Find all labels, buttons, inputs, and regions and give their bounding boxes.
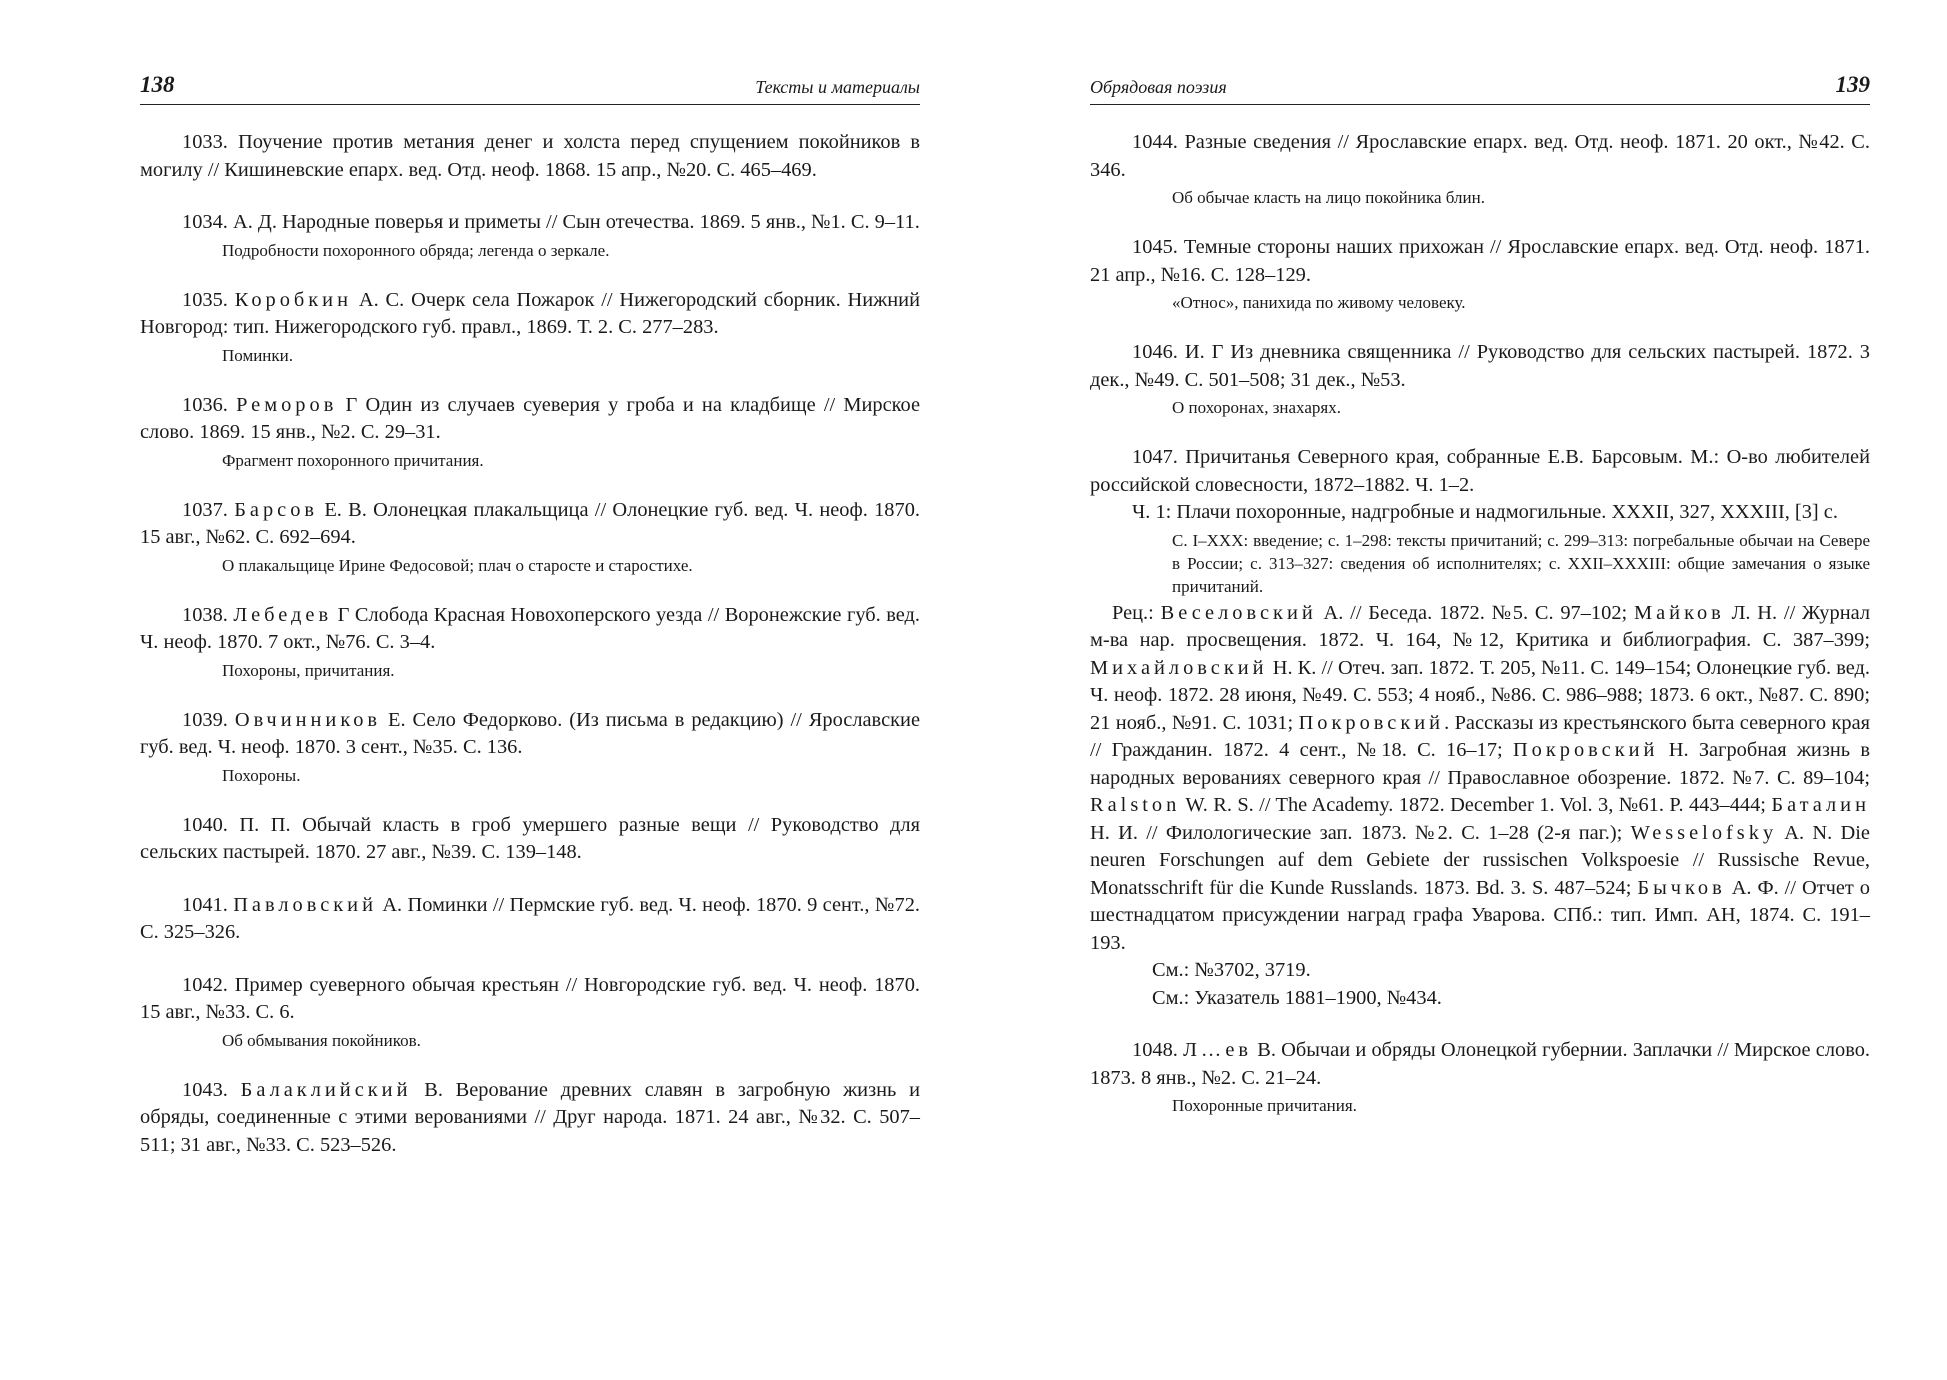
entry-text: [140, 287, 920, 342]
review-text: W. R. S. // The Academy. 1872. December 1. Vol. 3, №61. P. 443–444;: [1180, 794, 1772, 816]
entry-annotation: Поминки.: [222, 345, 294, 365]
entry-body: А. С. Очерк села Пожарок // Нижегородский сборник. Нижний Новгород: тип. Нижегородского губ. правл., 1869. Т. 2. С. 277–283.: [140, 288, 920, 338]
entry-text: [140, 129, 920, 184]
entry-text: [140, 602, 920, 657]
bibliography-entry: [1090, 1037, 1870, 1117]
bibliography-list: [1090, 129, 1870, 1117]
entry-author: Коробкин: [234, 288, 353, 311]
bibliography-entry: [140, 129, 920, 184]
entry-author: Л…ев: [1183, 1039, 1252, 1061]
reviewer-name: Михайловский: [1090, 656, 1268, 679]
entry-number: 1044.: [1132, 131, 1185, 153]
entry-annotation: Фрагмент похоронного причитания.: [222, 450, 484, 470]
right-page: [1090, 72, 1870, 1142]
entry-body: Разные сведения // Ярославские епарх. вед. Отд. неоф. 1871. 20 окт., №42. С. 346.: [1090, 131, 1870, 181]
bibliography-entry: [140, 392, 920, 472]
entry-author: Барсов: [234, 498, 319, 521]
running-head: [140, 72, 920, 105]
entry-number: 1048.: [1132, 1039, 1184, 1061]
entry-number: 1046.: [1132, 341, 1185, 363]
entry-number: 1036.: [182, 393, 237, 416]
reviewer-name: Веселовский: [1160, 601, 1317, 624]
entry-text: [140, 497, 920, 552]
entry-number: 1034.: [182, 211, 233, 233]
entry-contents-note: С. I–XXX: введение; с. 1–298: тексты причитаний; с. 299–313: погребальные обычаи на Севере в России; с. 313–327: сведения об исполнителях; с. XXII–XXXIII: общие замечания о языке причитаний.: [1172, 530, 1870, 596]
page-number: 139: [1835, 72, 1870, 97]
review-text: Рец.:: [1112, 601, 1161, 624]
bibliography-entry: [140, 707, 920, 787]
entry-annotation: Об обычае класть на лицо покойника блин.: [1172, 188, 1485, 207]
bibliography-entry: [140, 972, 920, 1052]
entry-number: 1039.: [182, 708, 235, 731]
bibliography-entry: [140, 602, 920, 682]
entry-author: Лебедев: [233, 603, 333, 626]
entry-body: Темные стороны наших прихожан // Ярославские епарх. вед. Отд. неоф. 1871. 21 апр., №16. С. 128–129.: [1090, 236, 1871, 286]
entry-body: Е. Село Федорково. (Из письма в редакцию) // Ярославские губ. вед. Ч. неоф. 1870. 3 сент., №35. С. 136.: [140, 708, 920, 758]
entry-see-also: См.: Указатель 1881–1900, №434.: [1152, 986, 1442, 1009]
entry-text: [1090, 339, 1870, 394]
entry-number: 1038.: [182, 603, 234, 626]
entry-number: 1040.: [182, 813, 240, 836]
entry-text: [140, 972, 920, 1027]
entry-body: Пример суеверного обычая крестьян // Новгородские губ. вед. Ч. неоф. 1870. 15 авг., №33. С. 6.: [140, 973, 920, 1023]
entry-number: 1045.: [1132, 236, 1184, 258]
reviewer-name: Ralston: [1090, 794, 1181, 816]
review-text: Н. И. // Филологические зап. 1873. №2. С. 1–28 (2-я паг.);: [1090, 821, 1631, 844]
entry-text: [1090, 1037, 1870, 1092]
entry-text: [1090, 129, 1870, 184]
entry-annotation: «Относ», панихида по живому человеку.: [1172, 293, 1466, 312]
entry-annotation: Об обмывания покойников.: [222, 1030, 421, 1050]
entry-body: П. П. Обычай класть в гроб умершего разные вещи // Руководство для сельских пастырей. 1870. 27 авг., №39. С. 139–148.: [140, 813, 920, 863]
entry-text: [140, 392, 920, 447]
reviewer-name: Майков: [1633, 601, 1725, 624]
review-text: A. N. Die neuren Forschungen auf dem Gebiete der russischen Volkspoesie // Russische Revue, Monatsschrift für die Kunde Russlands. 1873. Bd. 3. S. 487–524;: [1090, 821, 1870, 899]
entry-annotation: Похороны, причитания.: [222, 660, 395, 680]
bibliography-entry: [140, 209, 920, 262]
bibliography-entry: [140, 287, 920, 367]
bibliography-entry: [1090, 339, 1870, 419]
entry-annotation: Похоронные причитания.: [1172, 1096, 1357, 1115]
left-page: [140, 72, 920, 1184]
page-number: 138: [140, 72, 175, 97]
entry-annotation: О похоронах, знахарях.: [1172, 398, 1341, 417]
entry-author: Балаклийский: [240, 1078, 412, 1101]
bibliography-entry: [140, 1077, 920, 1160]
entry-body: В. Верование древних славян в загробную жизнь и обряды, соединенные с этими верованиями // Друг народа. 1871. 24 авг., №32. С. 507–511; 31 авг., №33. С. 523–526.: [140, 1078, 920, 1156]
running-title: Обрядовая поэзия: [1090, 77, 1227, 97]
bibliography-entry: [1090, 234, 1870, 314]
bibliography-entry-1047: [1090, 444, 1870, 1012]
entry-text: [140, 209, 920, 237]
entry-part: Ч. 1: Плачи похоронные, надгробные и надмогильные. XXXII, 327, XXXIII, [3] с.: [1132, 501, 1838, 523]
entry-number: 1043.: [182, 1078, 241, 1101]
entry-text: [140, 1077, 920, 1160]
entry-text: [1090, 234, 1870, 289]
review-text: Н. Загробная жизнь в народных верованиях северного края // Православное обозрение. 1872. №7. С. 89–104;: [1090, 739, 1870, 789]
entry-author: Реморов: [236, 393, 338, 416]
bibliography-list: [140, 129, 920, 1159]
bibliography-entry: [140, 497, 920, 577]
entry-text: [140, 812, 920, 867]
entry-text: [140, 892, 920, 947]
reviewer-name: Wesselofsky: [1630, 821, 1778, 844]
entry-author: Павловский: [233, 893, 377, 916]
reviewer-name: Покровский: [1298, 711, 1445, 734]
entry-body: В. Обычаи и обряды Олонецкой губернии. Заплачки // Мирское слово. 1873. 8 янв., №2. С. 21–24.: [1090, 1039, 1870, 1089]
bibliography-entry: [140, 892, 920, 947]
entry-annotation: Похороны.: [222, 765, 301, 785]
entry-body: А. Д. Народные поверья и приметы // Сын отечества. 1869. 5 янв., №1. С. 9–11.: [232, 211, 920, 233]
entry-number: 1041.: [182, 893, 234, 916]
entry-number: 1037.: [182, 498, 235, 521]
bibliography-entry: [140, 812, 920, 867]
review-text: . Рассказы из крестьянского быта северного края // Гражданин. 1872. 4 сент., №18. С. 16–17;: [1090, 711, 1870, 761]
reviewer-name: Баталин: [1771, 794, 1870, 816]
review-text: Н. К. // Отеч. зап. 1872. Т. 205, №11. С. 149–154; Олонецкие губ. вед. Ч. неоф. 1872. 28 июня, №49. С. 553; 4 нояб., №86. С. 986–988; 1873. 6 окт., №87. С. 890; 21 нояб., №91. С. 1031;: [1090, 656, 1870, 734]
entry-annotation: Подробности похоронного обряда; легенда о зеркале.: [222, 240, 610, 260]
entry-number: 1042.: [182, 973, 235, 996]
entry-number: 1035.: [182, 288, 235, 311]
entry-author: Овчинников: [234, 708, 382, 731]
running-head: [1090, 72, 1870, 105]
review-text: А. Ф. // Отчет о шестнадцатом присуждении наград графа Уварова. СПб.: тип. Имп. АН, 1874. С. 191–193.: [1090, 876, 1870, 954]
entry-body: Г Один из случаев суеверия у гроба и на кладбище // Мирское слово. 1869. 15 янв., №2. С. 29–31.: [140, 393, 920, 443]
entry-body: А. Поминки // Пермские губ. вед. Ч. неоф. 1870. 9 сент., №72. С. 325–326.: [140, 893, 920, 943]
reviewer-name: Покровский: [1512, 739, 1659, 761]
entry-see-also: См.: №3702, 3719.: [1152, 959, 1311, 981]
review-text: Л. Н. // Журнал м-ва нар. просвещения. 1872. Ч. 164, №12, Критика и библиография. С. 387–399;: [1090, 601, 1871, 651]
entry-body: Г Слобода Красная Новохоперского уезда // Воронежские губ. вед. Ч. неоф. 1870. 7 окт., №76. С. 3–4.: [140, 603, 921, 653]
running-title: Тексты и материалы: [755, 77, 920, 97]
entry-number: 1033.: [182, 131, 238, 153]
bibliography-entry: [1090, 129, 1870, 209]
entry-text: [140, 707, 920, 762]
entry-body: Е. В. Олонецкая плакальщица // Олонецкие губ. вед. Ч. неоф. 1870. 15 авг., №62. С. 692–694.: [140, 498, 920, 548]
entry-annotation: О плакальщице Ирине Федосовой; плач о старосте и старостихе.: [222, 555, 693, 575]
entry-body: Поучение против метания денег и холста перед спущением покойников в могилу // Кишиневские епарх. вед. Отд. неоф. 1868. 15 апр., №20. С. 465–469.: [140, 131, 920, 181]
entry-reviews: [1090, 600, 1870, 958]
entry-text: 1047. Причитанья Северного края, собранные Е.В. Барсовым. М.: О-во любителей российской словесности, 1872–1882. Ч. 1–2.: [1090, 446, 1870, 496]
entry-body: И. Г Из дневника священника // Руководство для сельских пастырей. 1872. 3 дек., №49. С. 501–508; 31 дек., №53.: [1090, 341, 1870, 391]
review-text: А. // Беседа. 1872. №5. С. 97–102;: [1316, 601, 1634, 624]
reviewer-name: Бычков: [1637, 876, 1726, 899]
